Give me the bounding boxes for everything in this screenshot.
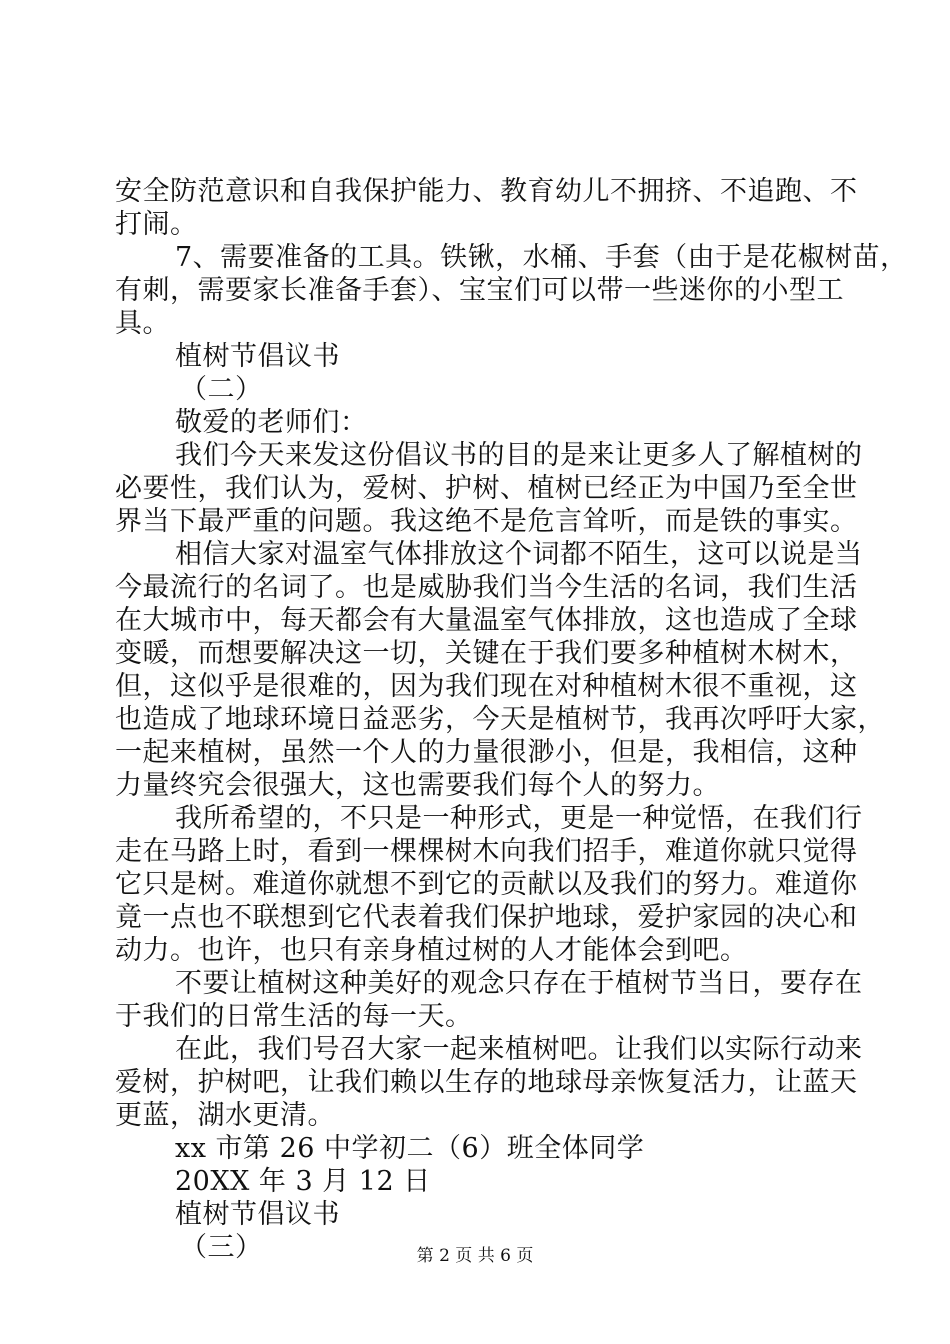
section-number: （三） — [180, 1232, 263, 1263]
text-line: 我所希望的，不只是一种形式，更是一种觉悟，在我们行 — [175, 803, 863, 834]
text-line: 但，这似乎是很难的，因为我们现在对种植树木很不重视，这 — [115, 671, 858, 702]
text-line: 走在马路上时，看到一棵棵树木向我们招手，难道你就只觉得 — [115, 836, 858, 867]
text-line: 也造成了地球环境日益恶劣，今天是植树节，我再次呼吁大家， — [115, 704, 885, 735]
text-line: 有刺，需要家长准备手套）、宝宝们可以带一些迷你的小型工 — [115, 275, 844, 306]
page-footer: 第 2 页 共 6 页 — [416, 1246, 534, 1266]
text-line: 更蓝，湖水更清。 — [115, 1100, 335, 1131]
text-line: 变暖，而想要解决这一切，关键在于我们要多种植树木树木， — [115, 638, 858, 669]
text-line: 在此，我们号召大家一起来植树吧。让我们以实际行动来 — [175, 1034, 863, 1065]
text-line: 爱树，护树吧，让我们赖以生存的地球母亲恢复活力，让蓝天 — [115, 1067, 858, 1098]
date-line: 20XX 年 3 月 12 日 — [175, 1166, 431, 1197]
section-number: （二） — [180, 374, 263, 405]
text-line: 打闹。 — [115, 209, 198, 240]
salutation: 敬爱的老师们： — [175, 407, 368, 438]
text-line: 动力。也许，也只有亲身植过树的人才能体会到吧。 — [115, 935, 748, 966]
text-line: 今最流行的名词了。也是威胁我们当今生活的名词，我们生活 — [115, 572, 858, 603]
text-line: 不要让植树这种美好的观念只存在于植树节当日，要存在 — [175, 968, 863, 999]
text-line: 它只是树。难道你就想不到它的贡献以及我们的努力。难道你 — [115, 869, 858, 900]
text-line: 于我们的日常生活的每一天。 — [115, 1001, 473, 1032]
text-line: 相信大家对温室气体排放这个词都不陌生，这可以说是当 — [175, 539, 863, 570]
section-title: 植树节倡议书 — [175, 1199, 340, 1230]
text-line: 力量终究会很强大，这也需要我们每个人的努力。 — [115, 770, 720, 801]
text-line: 7、需要准备的工具。铁锹，水桶、手套（由于是花椒树苗， — [175, 242, 908, 273]
text-line: 界当下最严重的问题。我这绝不是危言耸听，而是铁的事实。 — [115, 506, 858, 537]
text-line: 安全防范意识和自我保护能力、教育幼儿不拥挤、不追跑、不 — [115, 176, 858, 207]
text-line: 竟一点也不联想到它代表着我们保护地球，爱护家园的决心和 — [115, 902, 858, 933]
text-line: 在大城市中，每天都会有大量温室气体排放，这也造成了全球 — [115, 605, 858, 636]
signature-line: xx 市第 26 中学初二（6）班全体同学 — [175, 1133, 645, 1164]
text-line: 必要性，我们认为，爱树、护树、植树已经正为中国乃至全世 — [115, 473, 858, 504]
document-body — [115, 175, 908, 1264]
text-line: 我们今天来发这份倡议书的目的是来让更多人了解植树的 — [175, 440, 863, 471]
text-line: 一起来植树，虽然一个人的力量很渺小，但是，我相信，这种 — [115, 737, 858, 768]
section-title: 植树节倡议书 — [175, 341, 340, 372]
text-line: 具。 — [115, 308, 170, 339]
